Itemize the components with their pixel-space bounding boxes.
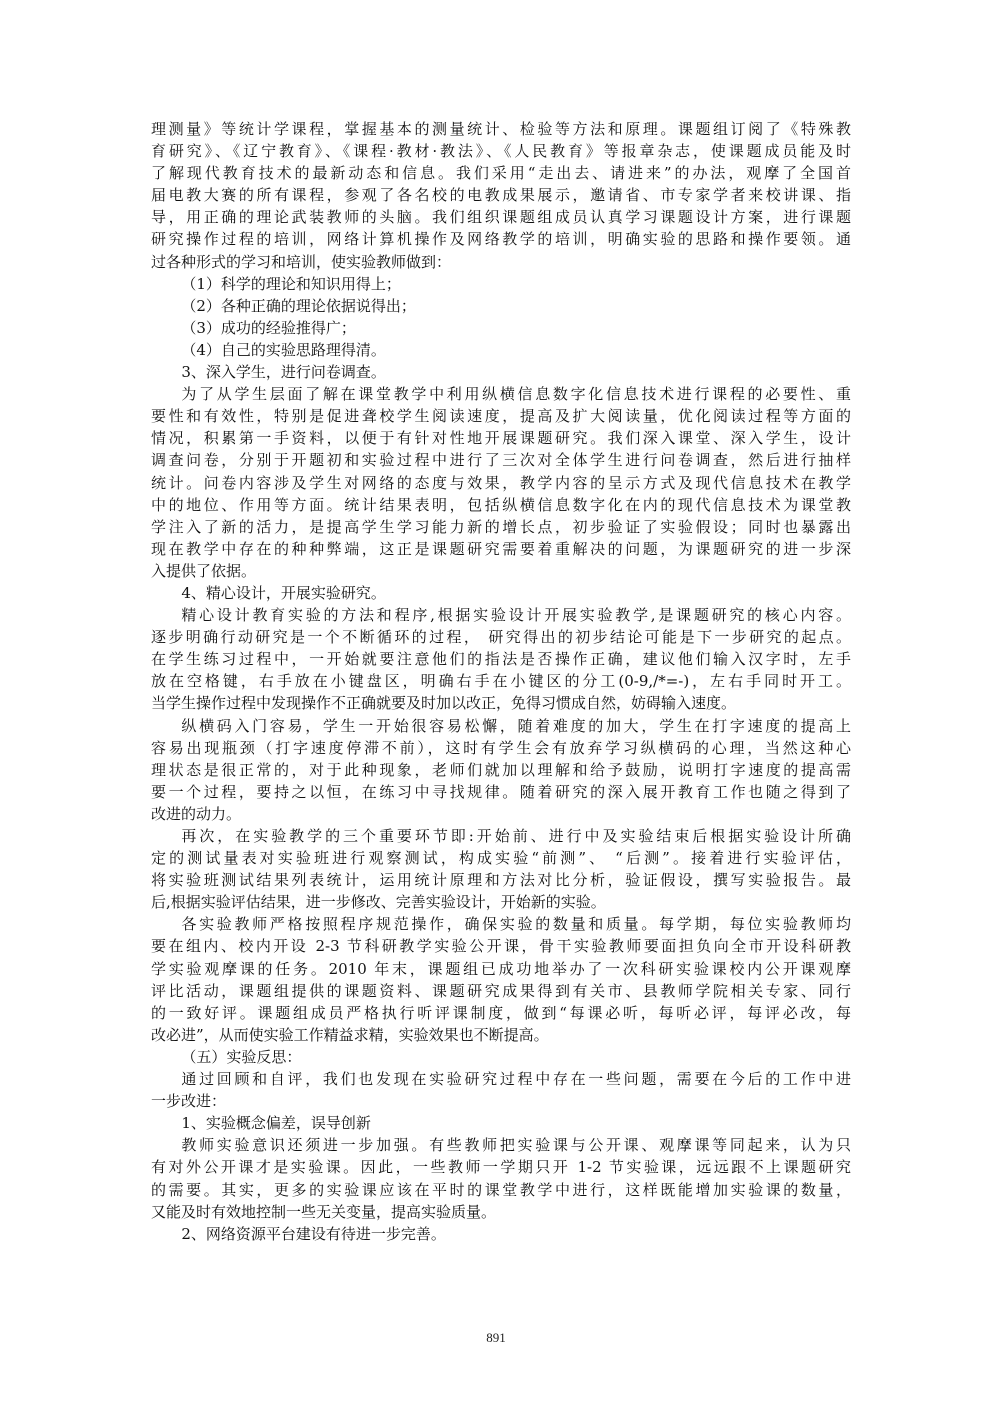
text-line: 现在教学中存在的种种弊端，这正是课题研究需要着重解决的问题，为课题研究的进一步深: [151, 539, 851, 558]
text-line: 后,根据实验评估结果，进一步修改、完善实验设计，开始新的实验。: [151, 893, 606, 912]
text-line: 情况，积累第一手资料，以便于有针对性地开展课题研究。我们深入课堂、深入学生，设计: [151, 429, 851, 448]
text-line: 逐步明确行动研究是一个不断循环的过程， 研究得出的初步结论可能是下一步研究的起点。: [151, 628, 851, 647]
text-line: （2）各种正确的理论依据说得出；: [181, 296, 416, 315]
text-line: 育研究》、《辽宁教育》、《课程·教材·教法》、《人民教育》等报章杂志，使课题成员能及时: [151, 142, 851, 161]
text-line: 了解现代教育技术的最新动态和信息。我们采用“走出去、请进来”的办法，观摩了全国首: [151, 164, 851, 183]
text-line: 的一致好评。课题组成员严格执行听评课制度，做到“每课必听，每听必评，每评必改，每: [151, 1003, 851, 1022]
text-line: （五）实验反思：: [181, 1047, 302, 1066]
text-line: 要一个过程，要持之以恒，在练习中寻找规律。随着研究的深入展开教育工作也随之得到了: [151, 782, 851, 801]
text-line: 导，用正确的理论武装教师的头脑。我们组织课题组成员认真学习课题设计方案，进行课题: [151, 208, 851, 227]
text-line: 教师实验意识还须进一步加强。有些教师把实验课与公开课、观摩课等同起来，认为只: [181, 1136, 851, 1155]
text-line: 有对外公开课才是实验课。因此，一些教师一学期只开 1-2 节实验课，远远跟不上课题研究: [151, 1158, 851, 1177]
text-line: 纵横码入门容易，学生一开始很容易松懈，随着难度的加大，学生在打字速度的提高上: [181, 716, 851, 735]
text-line: 学注入了新的活力，是提高学生学习能力新的增长点，初步验证了实验假设；同时也暴露出: [151, 517, 851, 536]
text-line: 改必进”，从而使实验工作精益求精，实验效果也不断提高。: [151, 1025, 549, 1044]
text-line: 再次，在实验教学的三个重要环节即:开始前、进行中及实验结束后根据实验设计所确: [181, 827, 851, 845]
text-line: 精心设计教育实验的方法和程序,根据实验设计开展实验教学,是课题研究的核心内容。: [181, 606, 851, 625]
text-line: （4）自己的实验思路理得清。: [181, 340, 386, 359]
text-line: 要性和有效性，特别是促进聋校学生阅读速度，提高及扩大阅读量，优化阅读过程等方面的: [151, 407, 851, 426]
text-line: 将实验班测试结果列表统计，运用统计原理和方法对比分析，验证假设，撰写实验报告。最: [151, 871, 851, 890]
text-line: 当学生操作过程中发现操作不正确就要及时加以改正，免得习惯成自然，妨碍输入速度。: [151, 694, 737, 713]
text-line: 2、网络资源平台建设有待进一步完善。: [181, 1224, 446, 1243]
page-number: 891: [486, 1330, 506, 1345]
text-line: 统计。问卷内容涉及学生对网络的态度与效果，教学内容的呈示方式及现代信息技术在教学: [151, 473, 851, 492]
text-line: 各实验教师严格按照程序规范操作，确保实验的数量和质量。每学期，每位实验教师均: [181, 915, 851, 934]
text-line: 又能及时有效地控制一些无关变量，提高实验质量。: [151, 1202, 497, 1221]
text-line: （3）成功的经验推得广；: [181, 318, 356, 337]
text-line: 的需要。其实，更多的实验课应该在平时的课堂教学中进行，这样既能增加实验课的数量，: [151, 1180, 851, 1199]
text-line: 3、深入学生，进行问卷调查。: [181, 363, 386, 382]
text-line: 学实验观摩课的任务。2010 年末，课题组已成功地举办了一次科研实验课校内公开课观摩: [151, 959, 851, 978]
text-line: 理状态是很正常的，对于此种现象，老师们就加以理解和给予鼓励，说明打字速度的提高需: [151, 760, 851, 779]
text-line: 4、精心设计，开展实验研究。: [181, 583, 386, 602]
text-line: 容易出现瓶颈（打字速度停滞不前），这时有学生会有放弃学习纵横码的心理，当然这种心: [151, 738, 851, 757]
text-line: 改进的动力。: [151, 804, 242, 823]
text-line: 要在组内、校内开设 2-3 节科研教学实验公开课，骨干实验教师要面担负向全市开设科研教: [151, 937, 851, 956]
text-line: 一步改进：: [151, 1092, 227, 1111]
text-line: 放在空格键，右手放在小键盘区，明确右手在小键区的分工(0-9,/*=-)，左右手同时开工。: [151, 672, 851, 691]
text-line: 理测量》等统计学课程，掌握基本的测量统计、检验等方法和原理。课题组订阅了《特殊教: [151, 120, 851, 138]
text-line: 为了从学生层面了解在课堂教学中利用纵横信息数字化信息技术进行课程的必要性、重: [181, 385, 851, 404]
text-line: 在学生练习过程中，一开始就要注意他们的指法是否操作正确，建议他们输入汉字时，左手: [151, 650, 851, 669]
text-line: 1、实验概念偏差，误导创新: [181, 1114, 371, 1133]
text-line: 评比活动，课题组提供的课题资料、课题研究成果得到有关市、县教师学院相关专家、同行: [151, 981, 851, 1000]
text-line: 定的测试量表对实验班进行观察测试，构成实验“前测”、 “后测”。接着进行实验评估，: [151, 849, 851, 868]
text-line: 调查问卷，分别于开题初和实验过程中进行了三次对全体学生进行问卷调查，然后进行抽样: [151, 451, 851, 470]
text-line: 届电教大赛的所有课程，参观了各名校的电教成果展示，邀请省、市专家学者来校讲课、指: [151, 186, 851, 205]
document-body: [151, 118, 851, 1245]
text-line: 过各种形式的学习和培训，使实验教师做到：: [151, 252, 452, 271]
text-line: 中的地位、作用等方面。统计结果表明，包括纵横信息数字化在内的现代信息技术为课堂教: [151, 495, 851, 514]
text-line: 研究操作过程的培训，网络计算机操作及网络教学的培训，明确实验的思路和操作要领。通: [151, 230, 851, 249]
text-line: 入提供了依据。: [151, 561, 257, 580]
text-line: （1）科学的理论和知识用得上；: [181, 274, 401, 293]
text-line: 通过回顾和自评，我们也发现在实验研究过程中存在一些问题，需要在今后的工作中进: [181, 1070, 851, 1089]
